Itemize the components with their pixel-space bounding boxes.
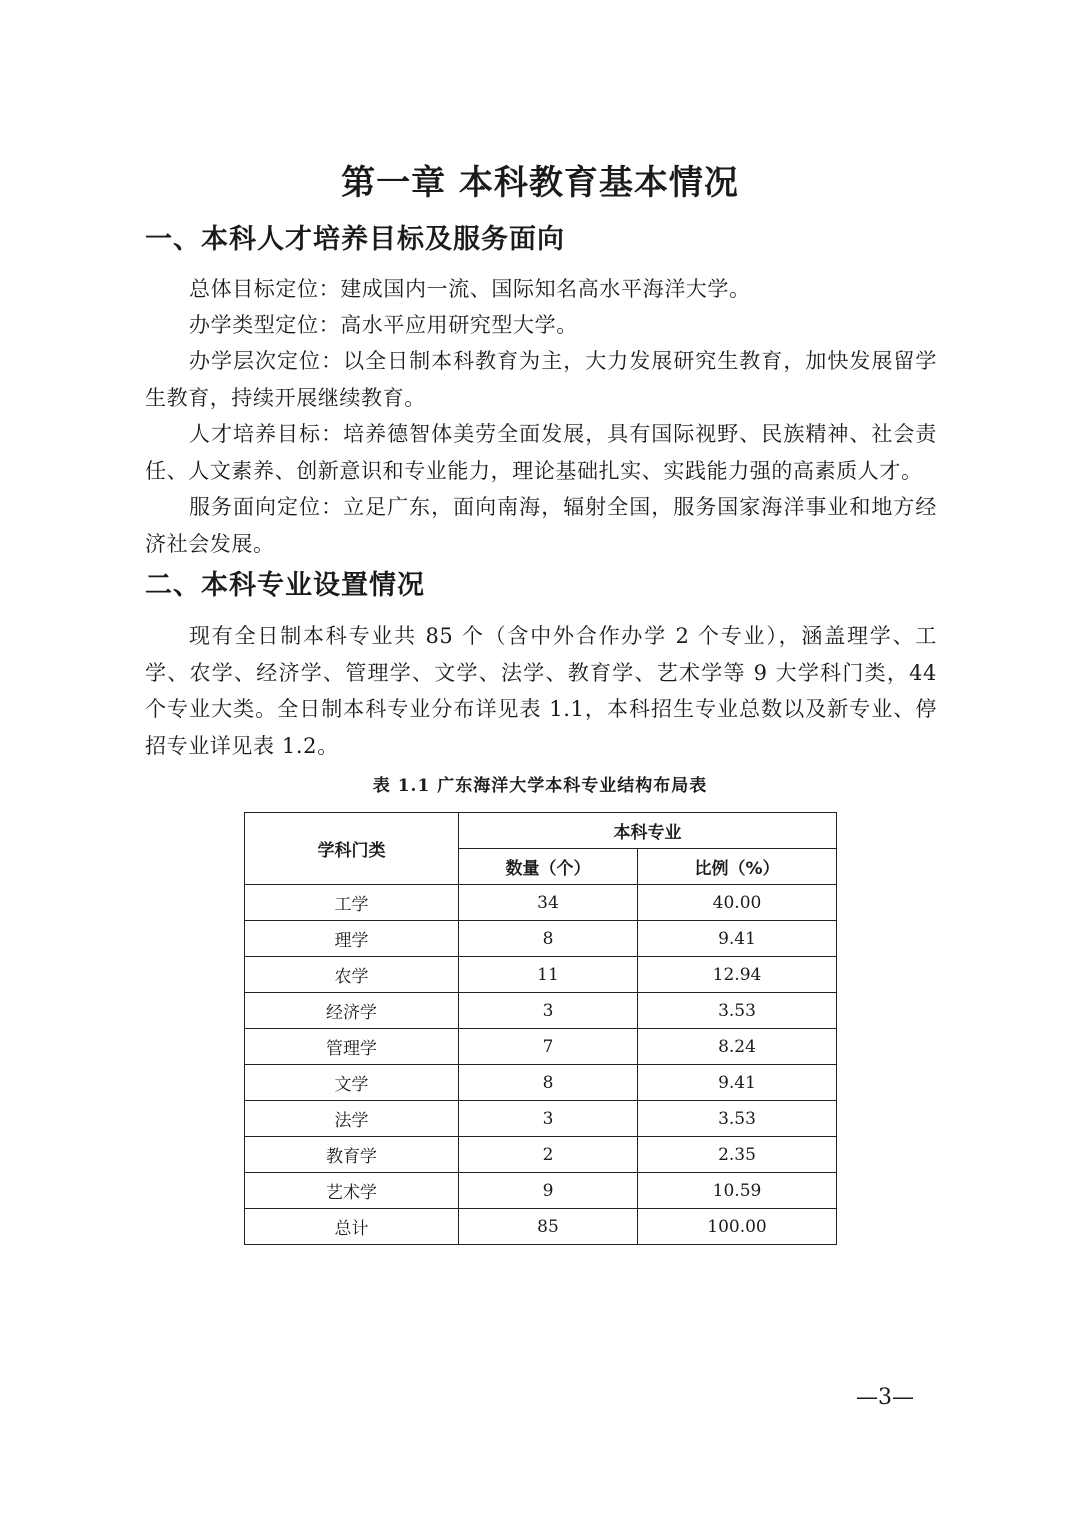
paragraph-school-level: 办学层次定位：以全日制本科教育为主，大力发展研究生教育，加快发展留学生教育，持续开展继续教育。 [145,349,937,410]
cell-category: 教育学 [245,1137,459,1173]
cell-ratio: 10.59 [638,1173,837,1209]
chapter-title: 第一章 本科教育基本情况 [341,163,739,203]
table-header-row [245,813,837,849]
cell-count: 11 [459,957,638,993]
paragraph-talent-goal: 人才培养目标：培养德智体美劳全面发展，具有国际视野、民族精神、社会责任、人文素养、创新意识和专业能力，理论基础扎实、实践能力强的高素质人才。 [145,422,937,483]
cell-category: 经济学 [245,993,459,1029]
paragraph-school-type: 办学类型定位：高水平应用研究型大学。 [189,313,578,337]
cell-ratio: 12.94 [638,957,837,993]
paragraph-majors: 现有全日制本科专业共 85 个（含中外合作办学 2 个专业），涵盖理学、工学、农学、经济学、管理学、文学、法学、教育学、艺术学等 9 大学科门类，44 个专业大类。全日制本科专业分布详见表 1.1，本科招生专业总数以及新专业、停招专业详见表 1.2。 [145,624,937,758]
paragraph-overall-goal: 总体目标定位：建成国内一流、国际知名高水平海洋大学。 [189,277,751,301]
section-heading-1: 一、本科人才培养目标及服务面向 [145,224,565,255]
cell-count: 34 [459,885,638,921]
cell-ratio: 9.41 [638,921,837,957]
cell-count: 2 [459,1137,638,1173]
cell-ratio: 8.24 [638,1029,837,1065]
paragraph-service: 服务面向定位：立足广东，面向南海，辐射全国，服务国家海洋事业和地方经济社会发展。 [145,495,937,556]
cell-ratio: 9.41 [638,1065,837,1101]
table-total-row [245,1209,837,1245]
cell-ratio: 40.00 [638,885,837,921]
header-count: 数量（个） [459,849,638,885]
cell-category: 法学 [245,1101,459,1137]
cell-count: 9 [459,1173,638,1209]
table-row [245,1101,837,1137]
table-row [245,993,837,1029]
cell-category: 理学 [245,921,459,957]
cell-count: 85 [459,1209,638,1245]
table-caption: 表 1.1 广东海洋大学本科专业结构布局表 [372,776,708,796]
table-row [245,885,837,921]
page-number: —3— [856,1385,914,1410]
cell-count: 8 [459,1065,638,1101]
header-category: 学科门类 [245,813,459,885]
header-ratio: 比例（%） [638,849,837,885]
table-row [245,957,837,993]
table-row [245,1065,837,1101]
header-group: 本科专业 [459,813,837,849]
section-heading-2: 二、本科专业设置情况 [145,570,425,601]
cell-count: 7 [459,1029,638,1065]
cell-category: 艺术学 [245,1173,459,1209]
cell-count: 3 [459,993,638,1029]
majors-structure-table [244,812,837,1245]
cell-category: 工学 [245,885,459,921]
table-row [245,1029,837,1065]
cell-category: 农学 [245,957,459,993]
table-row [245,1137,837,1173]
cell-count: 3 [459,1101,638,1137]
table-row [245,1173,837,1209]
cell-category: 文学 [245,1065,459,1101]
cell-category: 管理学 [245,1029,459,1065]
cell-ratio: 2.35 [638,1137,837,1173]
cell-ratio: 3.53 [638,1101,837,1137]
cell-count: 8 [459,921,638,957]
cell-ratio: 100.00 [638,1209,837,1245]
cell-ratio: 3.53 [638,993,837,1029]
table-row [245,921,837,957]
cell-category: 总计 [245,1209,459,1245]
